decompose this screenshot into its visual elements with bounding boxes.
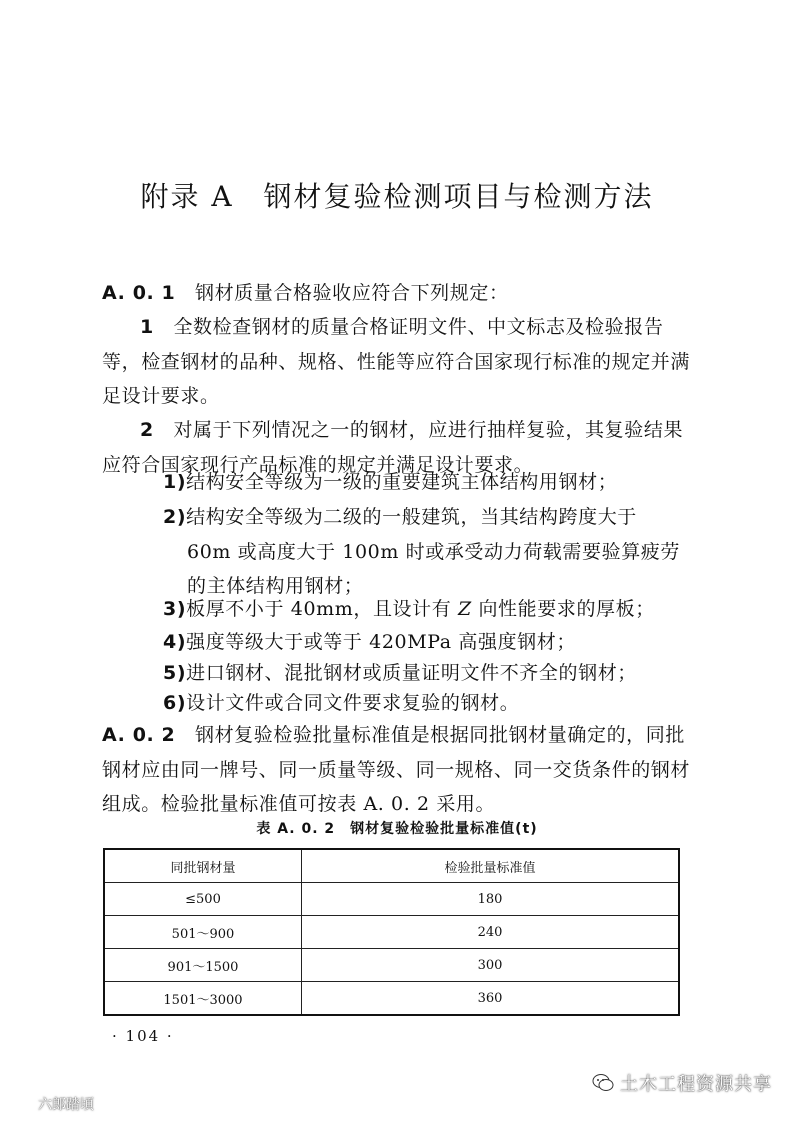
- table-header-cell: 同批钢材量: [104, 849, 302, 883]
- table-row: [104, 982, 679, 1016]
- sub-item-2-cont1: 60m 或高度大于 100m 时或承受动力荷载需要验算疲劳: [187, 540, 680, 563]
- wechat-icon: [592, 1073, 614, 1093]
- table-cell: 180: [302, 883, 680, 916]
- sub-item-1: [163, 465, 693, 500]
- sub-item-4-number: 4): [163, 631, 187, 653]
- clause-a01-text: 钢材质量合格验收应符合下列规定：: [194, 282, 509, 304]
- sub-item-4-text: 强度等级大于或等于 420MPa 高强度钢材；: [186, 631, 576, 653]
- item-2-text: 对属于下列情况之一的钢材，应进行抽样复验，其复验结果应符合国家现行产品标准的规定并满足设计要求。: [102, 419, 684, 476]
- sub-item-2: [163, 500, 693, 604]
- sub-item-5-number: 5): [163, 662, 187, 684]
- table-row: [104, 916, 679, 949]
- table-row: [104, 949, 679, 982]
- sub-item-1-text: 结构安全等级为一级的重要建筑主体结构用钢材；: [186, 471, 618, 493]
- clause-a02-text: 钢材复验检验批量标准值是根据同批钢材量确定的，同批钢材应由同一牌号、同一质量等级、同一规格、同一交货条件的钢材组成。检验批量标准值可按表 A. 0. 2 采用。: [102, 724, 691, 815]
- sub-item-6-text: 设计文件或合同文件要求复验的钢材。: [186, 692, 520, 714]
- table-cell: 501～900: [104, 916, 302, 949]
- table-cell: 1501～3000: [104, 982, 302, 1016]
- item-1-text: 全数检查钢材的质量合格证明文件、中文标志及检验报告等，检查钢材的品种、规格、性能等应符合国家现行标准的规定并满足设计要求。: [102, 316, 691, 407]
- watermark-right: [592, 1070, 772, 1096]
- table-cell: 240: [302, 916, 680, 949]
- table-cell: 901～1500: [104, 949, 302, 982]
- table-header-row: [104, 849, 679, 883]
- sub-item-2-text: 结构安全等级为二级的一般建筑，当其结构跨度大于: [186, 506, 637, 528]
- sub-item-2-number: 2): [163, 506, 187, 528]
- table-cell: 300: [302, 949, 680, 982]
- clause-a02-number: A. 0. 2: [102, 724, 176, 746]
- cc-icon: [8, 1095, 34, 1113]
- clause-a02: [102, 718, 692, 822]
- sub-item-3: [163, 592, 693, 627]
- sub-item-3-number: 3): [163, 598, 187, 620]
- sub-item-4: [163, 625, 693, 660]
- clause-a01-number: A. 0. 1: [102, 282, 176, 304]
- watermark-right-text: 土木工程资源共享: [620, 1074, 772, 1095]
- table-header-cell: 检验批量标准值: [302, 849, 680, 883]
- table-caption: [0, 818, 794, 838]
- item-1: [102, 310, 692, 414]
- page-title: 附录 A 钢材复验检测项目与检测方法: [140, 180, 654, 213]
- sub-item-5-text: 进口钢材、混批钢材或质量证明文件不齐全的钢材；: [186, 662, 637, 684]
- table-cell: 360: [302, 982, 680, 1016]
- sub-item-6-number: 6): [163, 692, 187, 714]
- sub-item-3-z: Z: [458, 598, 472, 620]
- table-cell: ≤500: [104, 883, 302, 916]
- table-caption-text: 钢材复验检验批量标准值(t): [350, 821, 538, 837]
- watermark-left-text: 六郎踏頃: [38, 1097, 94, 1113]
- sub-item-2-cont2: 的主体结构用钢材；: [187, 575, 364, 597]
- sub-item-3-text-after: 向性能要求的厚板；: [471, 598, 655, 620]
- sub-item-3-text-before: 板厚不小于 40mm，且设计有: [186, 598, 458, 620]
- table-caption-number: 表 A. 0. 2: [256, 821, 336, 837]
- clause-a01: [102, 276, 692, 311]
- sub-item-6: [163, 686, 693, 721]
- page-number: · 104 ·: [112, 1027, 174, 1045]
- sub-item-1-number: 1): [163, 471, 187, 493]
- watermark-left: [8, 1094, 94, 1114]
- item-1-number: 1: [140, 316, 154, 338]
- item-2-number: 2: [140, 419, 154, 441]
- table-row: [104, 883, 679, 916]
- batch-standard-table: [103, 848, 680, 1016]
